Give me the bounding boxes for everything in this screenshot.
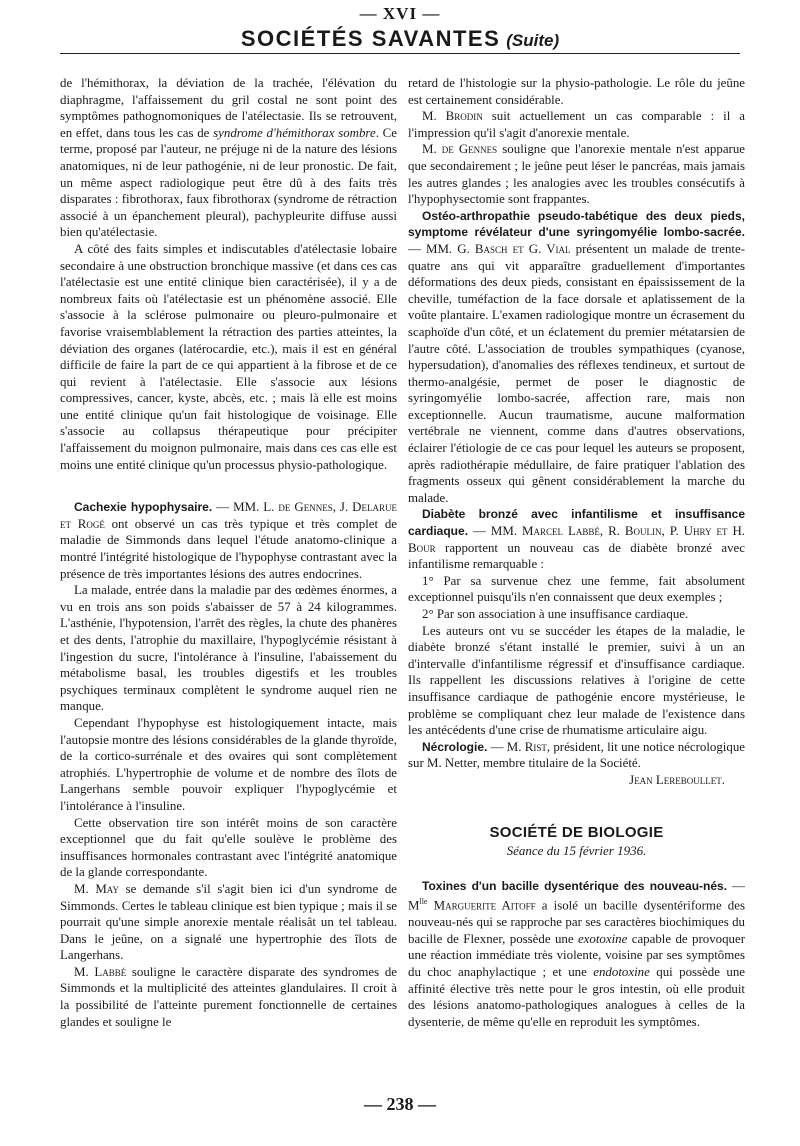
paragraph: Cette observation tire son intérêt moins de son caractère exceptionnel que du fait qu'elle soulève le problème des insuffisances hormonales contrastant avec l'intégrité anatomique de la glande correspondante.	[60, 815, 397, 880]
item-title: Cachexie hypophysaire.	[74, 500, 213, 515]
italic-term: exotoxine	[577, 931, 628, 946]
page-number: — 238 —	[364, 1094, 436, 1114]
paragraph	[408, 141, 745, 207]
speaker-name: M. de Gennes	[422, 142, 498, 157]
item-title: Toxines d'un bacille dysentérique des nouveau-nés.	[422, 878, 728, 893]
author-names: Marcel Labbé, R. Boulin, P. Uhry et H. Bour	[408, 524, 745, 555]
right-column	[408, 75, 745, 1030]
item-title: Nécrologie.	[422, 739, 488, 754]
text: — M	[408, 878, 745, 913]
page-roman-numeral: — XVI —	[359, 4, 441, 23]
paragraph	[60, 964, 397, 1030]
section-suite: (Suite)	[506, 31, 560, 50]
text: , président, lit une notice nécrologique sur M. Netter, membre titulaire de la Société.	[408, 739, 745, 771]
paragraph: La malade, entrée dans la maladie par des œdèmes énormes, a vu en trois ans son poids s'abaisser de 57 à 24 kilogrammes. L'asthénie, l'hypotension, l'arrêt des règles, la chute des phanères et des dents, l'atrophie du maxillaire, l'hypoglycémie résistant à l'ingestion du sucre, l'intolérance à l'insuline, l'abaissement du métabolisme basal, les troubles digestifs et les troubles psychiques terminaux complètent le syndrome auquel rien ne manque.	[60, 583, 397, 714]
speaker-name: M. May	[74, 881, 119, 896]
author-signature: Jean Lereboullet.	[629, 772, 725, 787]
list-item: 1° Par sa survenue chez une femme, fait absolument exceptionnel puisqu'ils n'en connaissent que deux exemples ;	[408, 573, 745, 605]
text: — MM.	[468, 524, 523, 539]
text: qui possède une affinité élective très nette pour le gros intestin, où elle produit des lésions anatomo-pathologiques analogues à celles de la dysenterie, de même qu'elle en reproduit les symptômes.	[408, 964, 745, 1029]
speaker-name: M. Labbé	[74, 964, 127, 979]
author-names: L. de Gennes, J. Delarue et Rogé	[60, 500, 397, 531]
paragraph	[60, 75, 397, 241]
society-title: SOCIÉTÉ DE BIOLOGIE	[489, 823, 664, 841]
society-heading	[408, 825, 745, 860]
speaker-name: M. Brodin	[422, 109, 483, 124]
text: souligne le caractère disparate des syndromes de Simmonds et la multiplicité des atteintes glandulaires. Il croit à la possibilité de l'atteinte purement fonctionnelle de certaines glandes et souligne le	[60, 964, 397, 1029]
text: suit actuellement un cas comparable : il a l'impression qu'il s'agit d'anorexie mentale.	[408, 109, 745, 140]
paragraph	[60, 881, 397, 964]
toxines-entry	[408, 878, 745, 1031]
text: ont observé un cas très typique et très complet de maladie de Simmonds dans lequel l'étude anatomo-clinique a montré l'intégrité histologique de l'hypophyse contrastant avec la présence de très importantes lésions des autres endocrines.	[60, 516, 397, 581]
text: . Ce terme, proposé par l'auteur, ne préjuge ni de la nature des lésions anatomiques, ni de leur pathogénie, ni de leur pronostic. De fait, un même aspect radiologique peut être dû à des faits très disparates : fibrothorax, faux fibrothorax (syndrome de rétraction associé à un épanchement pleural), pachypleurite diffuse aussi bien qu'atélectasie.	[60, 125, 398, 240]
osteo-entry	[408, 208, 745, 507]
text: capable de provoquer une réaction immédiate très violente, voisine par ses symptômes du choc anaphylactique ; et une	[408, 931, 745, 979]
author-names: Marguerite Aitoff	[427, 898, 536, 913]
text: — MM.	[408, 241, 458, 256]
paragraph: A côté des faits simples et indiscutables d'atélectasie lobaire secondaire à une obstruction bronchique massive (et dans ces cas l'atélectasie est une entité clinique bien caractérisée), il y a de nombreux faits où l'atélectasie est un phénomène associé. Elle s'associe à la sclérose pulmonaire ou pleuro-pulmonaire et favorise vraisemblablement la rétraction des parties atteintes, la déviation des organes (latérocardie, etc.), mais il est en général difficile de faire la part de ce qui appartient à la fibrose et de ce qui revient à l'atélectasie. Elle s'associe aux lésions compressives, cancer, kyste, abcès, etc. ; mais là elle est moins une entité clinique qu'un fait histologique de voisinage. Elle s'associe au collapsus thérapeutique pour précipiter l'affaissement du moignon pulmonaire, mais dans ces cas elle est moins une entité clinique qu'un processus physio-pathologique.	[60, 241, 397, 472]
honorific-superscript: lle	[419, 897, 428, 907]
paragraph: retard de l'histologie sur la physio-pathologie. Le rôle du jeûne est certainement considérable.	[408, 76, 745, 107]
paragraph: Les auteurs ont vu se succéder les étapes de la maladie, le diabète bronzé s'étant installé le premier, suivi à un an d'intervalle d'infantilisme régressif et d'insuffisance cardiaque. Ils rappellent les discussions relatives à l'origine de cette insuffisance cardiaque de pathogénie encore mystérieuse, le problème se compliquant chez leur malade de l'existence dans les antécédents d'une crise de rhumatisme articulaire aigu.	[408, 623, 745, 738]
text: de l'hémithorax, la déviation de la trachée, l'élévation du diaphragme, l'affaissement du gril costal ne sont point des symptômes pathognomoniques de l'atélectasie. Ils se retrouvent, en effet, dans tous les cas de	[60, 76, 397, 140]
header-rule	[60, 53, 740, 54]
necrologie-entry	[408, 739, 745, 772]
text: rapportent un nouveau cas de diabète bronzé avec infantilisme remarquable :	[408, 540, 745, 572]
section-title: SOCIÉTÉS SAVANTES	[240, 26, 501, 51]
session-date: Séance du 15 février 1936.	[506, 843, 647, 859]
item-title: Ostéo-arthropathie pseudo-tabétique des deux pieds, symptome révélateur d'une syringomyélie lombo-sacrée.	[408, 208, 745, 240]
running-head	[0, 26, 800, 52]
diabete-entry	[408, 506, 745, 572]
text: se demande s'il s'agit bien ici d'un syndrome de Simmonds. Certes le tableau clinique est bien typique ; mais il se pourrait qu'une simple anorexie mentale réalisât un tel tableau. Dans le jeûne, on a signalé une hypertrophie des îlots de Langerhans.	[60, 881, 397, 963]
text: — MM.	[212, 500, 264, 515]
text: a isolé un bacille dysentériforme des nouveau-nés qui se rapproche par ses caractères biochimiques du bacille de Flexner, possède une	[408, 898, 745, 946]
cachexie-entry	[60, 499, 397, 582]
text: souligne que l'anorexie mentale n'est apparue que secondairement ; le jeûne peut léser le pancréas, mais jamais les autres glandes ; les analogies avec les troubles consécutifs à l'hypophysectomie sont frappantes.	[408, 142, 746, 207]
speaker-name: Rist	[524, 739, 547, 754]
italic-term: syndrome d'hémithorax sombre	[213, 125, 376, 140]
item-title: Diabète bronzé avec infantilisme et insuffisance cardiaque.	[408, 507, 745, 539]
text: présentent un malade de trente-quatre ans qui vit apparaître graduellement d'importantes déformations des deux pieds, consistant en épaississement de la cheville, tuméfaction de la face dorsale et aplatissement de la voûte plantaire. L'examen radiologique montre un écrasement du scaphoïde d'un côté, et un éclatement du premier métatarsien de l'autre côté. L'association de troubles sympathiques (cyanose, hypersudation), d'anomalies des réflexes tendineux, et surtout de thermo-analgésie, permet de poser le diagnostic de syringomyélie lombo-sacrée, affection rare, mais non exceptionnelle. Aucun traumatisme, aucune malformation vertébrale ne viennent, comme dans d'autres observations, éclairer l'étiologie de ce cas pour lequel les auteurs se proposent, après radiothérapie médullaire, de faire pratiquer l'ablation des fragments osseux qui gênent considérablement la marche du malade.	[408, 241, 745, 505]
italic-term: endotoxine	[593, 964, 650, 979]
list-item: 2° Par son association à une insuffisance cardiaque.	[422, 607, 689, 621]
paragraph	[408, 108, 745, 141]
text: — M.	[487, 739, 525, 754]
author-names: G. Basch et G. Vial	[457, 241, 571, 256]
left-column	[60, 75, 397, 1030]
paragraph: Cependant l'hypophyse est histologiquement intacte, mais l'autopsie montre des lésions considérables de la glande thyroïde, de la cortico-surrénale et des ovaires qui sont complètement atrophiés. L'hypertrophie de volume et de nombre des îlots de Langerhans semble pouvoir expliquer l'hypoglycémie et l'intolérance à l'insuline.	[60, 715, 397, 813]
